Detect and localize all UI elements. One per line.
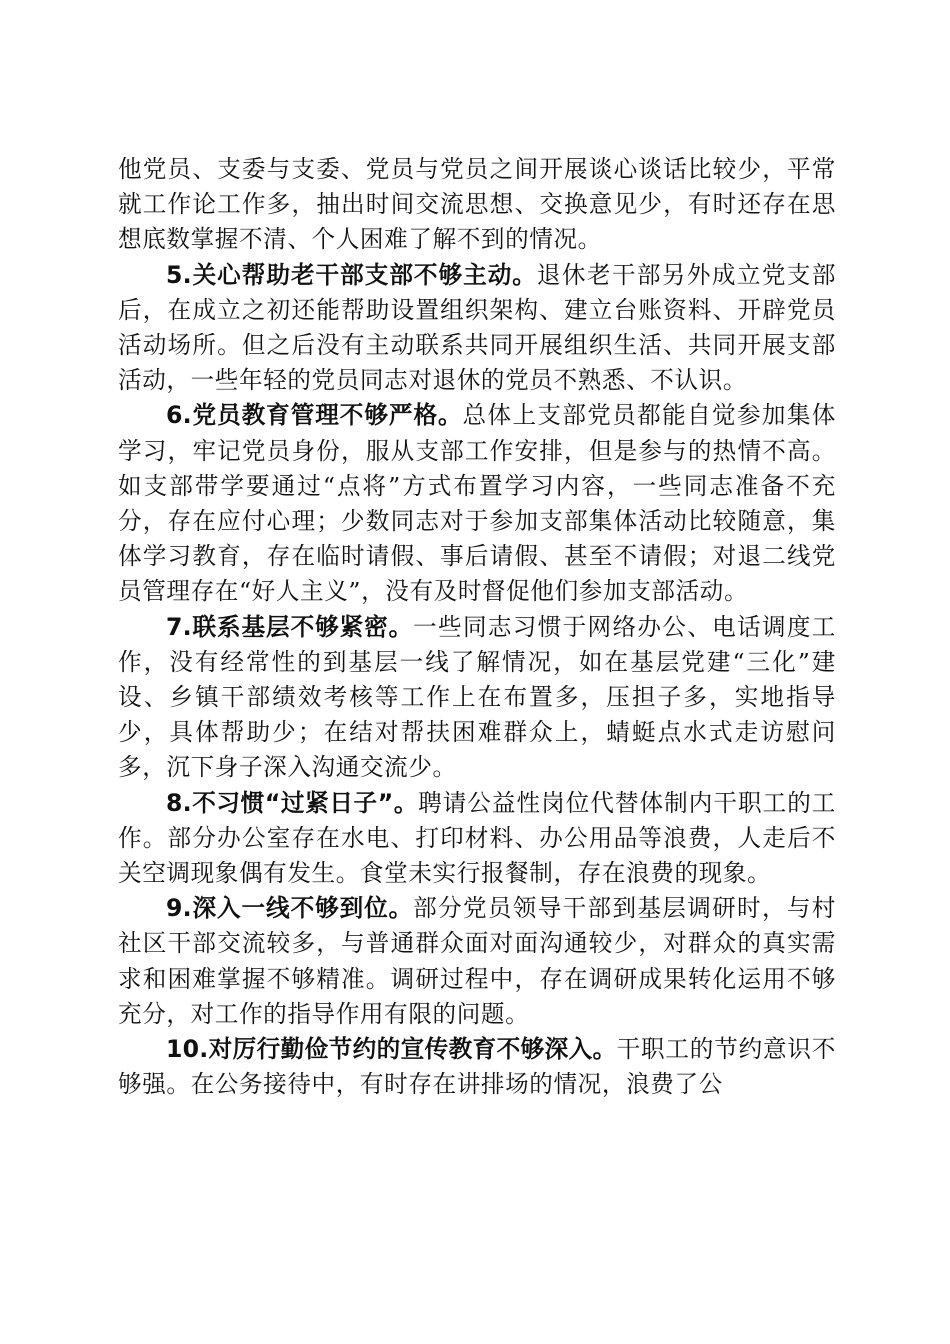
item-5-heading: 5.关心帮助老干部支部不够主动。 — [166, 260, 537, 289]
item-5-body: 退休老干部另外成立党支部后，在成立之初还能帮助设置组织架构、建立台账资料、开辟党员活动场所。但之后没有主动联系共同开展组织生活、共同开展支部活动，一些年轻的党员同志对退休的党员不熟悉、不认识。 — [118, 260, 837, 395]
item-9-paragraph — [118, 891, 836, 1032]
item-7-paragraph — [118, 610, 836, 786]
item-8-paragraph — [118, 786, 836, 892]
item-10-heading: 10.对厉行勤俭节约的宣传教育不够深入。 — [166, 1035, 617, 1064]
item-7-heading: 7.联系基层不够紧密。 — [166, 612, 414, 641]
item-8-body: 聘请公益性岗位代替体制内干职工的工作。部分办公室存在水电、打印材料、办公用品等浪费，人走后不关空调现象偶有发生。食堂未实行报餐制，存在浪费的现象。 — [118, 788, 836, 888]
intro-paragraph: 他党员、支委与支委、党员与党员之间开展谈心谈话比较少，平常就工作论工作多，抽出时间交流思想、交换意见少，有时还存在思想底数掌握不清、个人困难了解不到的情况。 — [118, 155, 836, 254]
item-10-paragraph — [118, 1032, 836, 1102]
item-6-heading: 6.党员教育管理不够严格。 — [166, 401, 463, 430]
item-6-body: 总体上支部党员都能自觉参加集体学习，牢记党员身份，服从支部工作安排，但是参与的热情不高。如支部带学要通过“点将”方式布置学习内容，一些同志准备不充分，存在应付心理；少数同志对于参加支部集体活动比较随意，集体学习教育，存在临时请假、事后请假、甚至不请假；对退二线党员管理存在“好人主义”，没有及时督促他们参加支部活动。 — [118, 401, 836, 606]
item-9-heading: 9.深入一线不够到位。 — [166, 894, 414, 923]
item-9-body: 部分党员领导干部到基层调研时，与村社区干部交流较多，与普通群众面对面沟通较少，对群众的真实需求和困难掌握不够精准。调研过程中，存在调研成果转化运用不够充分，对工作的指导作用有限的问题。 — [118, 894, 836, 1028]
item-7-body: 一些同志习惯于网络办公、电话调度工作，没有经常性的到基层一线了解情况，如在基层党建“三化”建设、乡镇干部绩效考核等工作上在布置多，压担子多，实地指导少，具体帮助少；在结对帮扶困难群众上，蜻蜓点水式走访慰问多，沉下身子深入沟通交流少。 — [118, 612, 836, 782]
item-8-heading: 8.不习惯“过紧日子”。 — [166, 788, 419, 817]
document-body — [118, 152, 836, 1102]
item-5-paragraph — [118, 258, 836, 399]
item-6-paragraph — [118, 398, 836, 609]
item-10-body: 干职工的节约意识不够强。在公务接待中，有时存在讲排场的情况，浪费了公 — [118, 1035, 837, 1099]
